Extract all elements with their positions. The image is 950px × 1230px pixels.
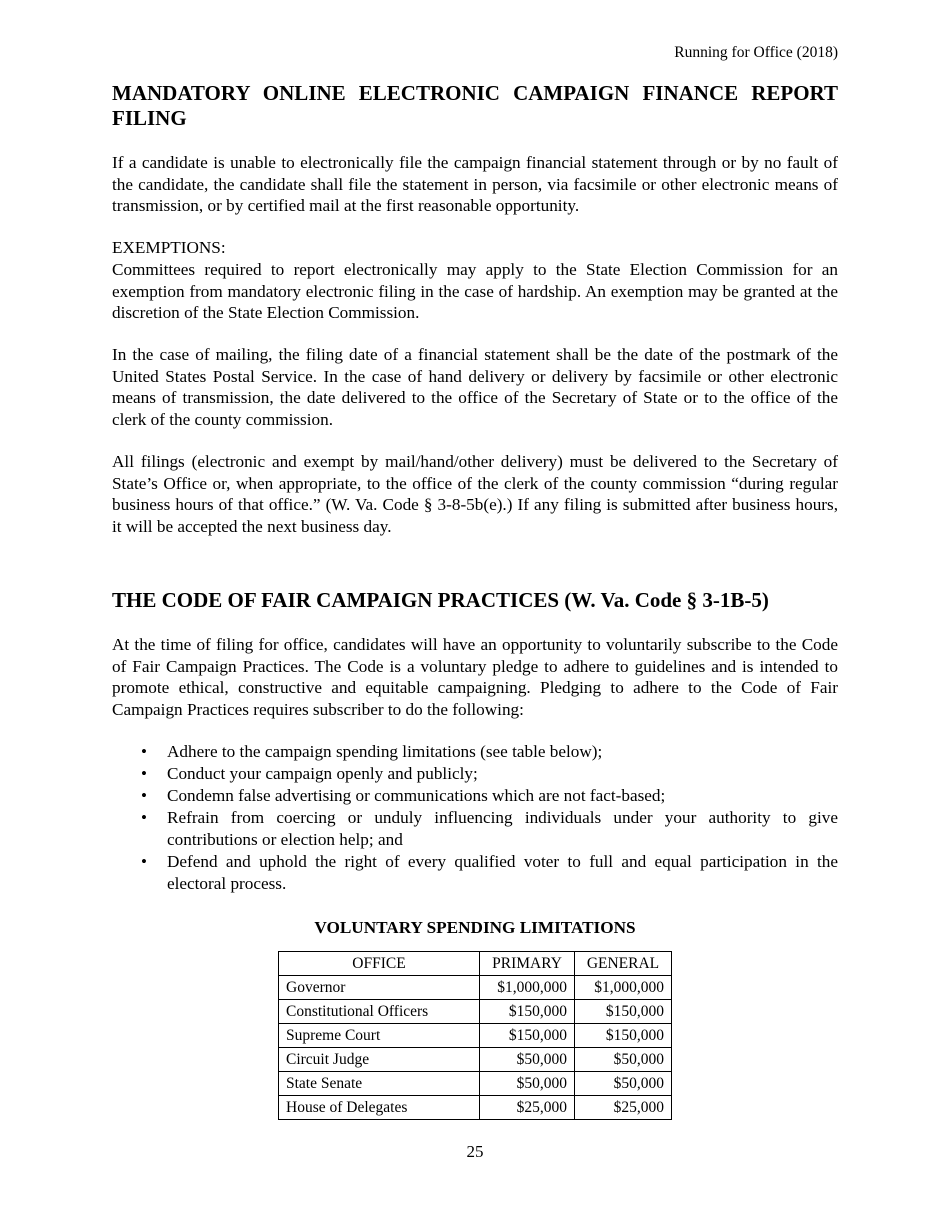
cell-office: Circuit Judge (279, 1048, 480, 1072)
bullet-icon: • (141, 808, 147, 827)
cell-primary: $50,000 (480, 1048, 575, 1072)
list-item: • Defend and uphold the right of every qualified voter to full and equal participation in the electoral process. (141, 852, 838, 893)
cell-office: Supreme Court (279, 1024, 480, 1048)
column-header-office: OFFICE (279, 952, 480, 976)
cell-general: $50,000 (575, 1048, 672, 1072)
cell-primary: $1,000,000 (480, 976, 575, 1000)
cell-office: Governor (279, 976, 480, 1000)
paragraph-mailing: In the case of mailing, the filing date of a financial statement shall be the date of the postmark of the United States Postal Service. In the case of hand delivery or delivery by facsimile or other electronic means of transmission, the date delivered to the office of the Secretary of State or to the office of the clerk of the county commission. (112, 345, 838, 429)
cell-general: $150,000 (575, 1024, 672, 1048)
list-item: • Conduct your campaign openly and publicly; (141, 764, 478, 783)
paragraph-unable-to-file: If a candidate is unable to electronically file the campaign financial statement through or by no fault of the candidate, the candidate shall file the statement in person, via facsimile or other electronic means of transmission, or by certified mail at the first reasonable opportunity. (112, 153, 838, 216)
section-title-efiling: MANDATORY ONLINE ELECTRONIC CAMPAIGN FINANCE REPORT FILING (112, 81, 838, 130)
bullet-icon: • (141, 786, 147, 805)
cell-general: $150,000 (575, 1000, 672, 1024)
spending-limits-table (278, 951, 672, 1120)
column-header-primary: PRIMARY (480, 952, 575, 976)
section-title-fair-campaign: THE CODE OF FAIR CAMPAIGN PRACTICES (W. Va. Code § 3-1B-5) (112, 588, 769, 612)
cell-general: $50,000 (575, 1072, 672, 1096)
table-row (279, 1072, 672, 1096)
list-item: • Refrain from coercing or unduly influencing individuals under your authority to give contributions or election help; and (141, 808, 838, 849)
bullet-icon: • (141, 742, 147, 761)
exemptions-label: EXEMPTIONS: (112, 238, 226, 257)
paragraph-code-intro: At the time of filing for office, candidates will have an opportunity to voluntarily subscribe to the Code of Fair Campaign Practices. The Code is a voluntary pledge to adhere to guidelines and is intended to promote ethical, constructive and equitable campaigning. Pledging to adhere to the Code of Fair Campaign Practices requires subscriber to do the following: (112, 635, 838, 719)
page-number: 25 (466, 1142, 484, 1161)
bullet-icon: • (141, 764, 147, 783)
cell-primary: $50,000 (480, 1072, 575, 1096)
cell-general: $25,000 (575, 1096, 672, 1120)
list-item: • Condemn false advertising or communications which are not fact-based; (141, 786, 666, 805)
table-row (279, 1048, 672, 1072)
table-title: VOLUNTARY SPENDING LIMITATIONS (314, 918, 636, 937)
paragraph-all-filings: All filings (electronic and exempt by mail/hand/other delivery) must be delivered to the Secretary of State’s Office or, when appropriate, to the office of the clerk of the county commission “during regular business hours of that office.” (W. Va. Code § 3-8-5b(e).) If any filing is submitted after business hours, it will be accepted the next business day. (112, 452, 838, 536)
cell-office: State Senate (279, 1072, 480, 1096)
cell-office: House of Delegates (279, 1096, 480, 1120)
cell-general: $1,000,000 (575, 976, 672, 1000)
paragraph-exemptions: Committees required to report electronically may apply to the State Election Commission for an exemption from mandatory electronic filing in the case of hardship. An exemption may be granted at the discretion of the State Election Commission. (112, 260, 838, 323)
table-row (279, 1000, 672, 1024)
table-row (279, 1024, 672, 1048)
running-header: Running for Office (2018) (674, 44, 838, 61)
table-row (279, 1096, 672, 1120)
cell-primary: $150,000 (480, 1024, 575, 1048)
column-header-general: GENERAL (575, 952, 672, 976)
table-header-row (279, 952, 672, 976)
list-item: • Adhere to the campaign spending limitations (see table below); (141, 742, 603, 761)
cell-office: Constitutional Officers (279, 1000, 480, 1024)
cell-primary: $25,000 (480, 1096, 575, 1120)
cell-primary: $150,000 (480, 1000, 575, 1024)
bullet-icon: • (141, 852, 147, 871)
pledge-list (112, 741, 838, 895)
table-row (279, 976, 672, 1000)
